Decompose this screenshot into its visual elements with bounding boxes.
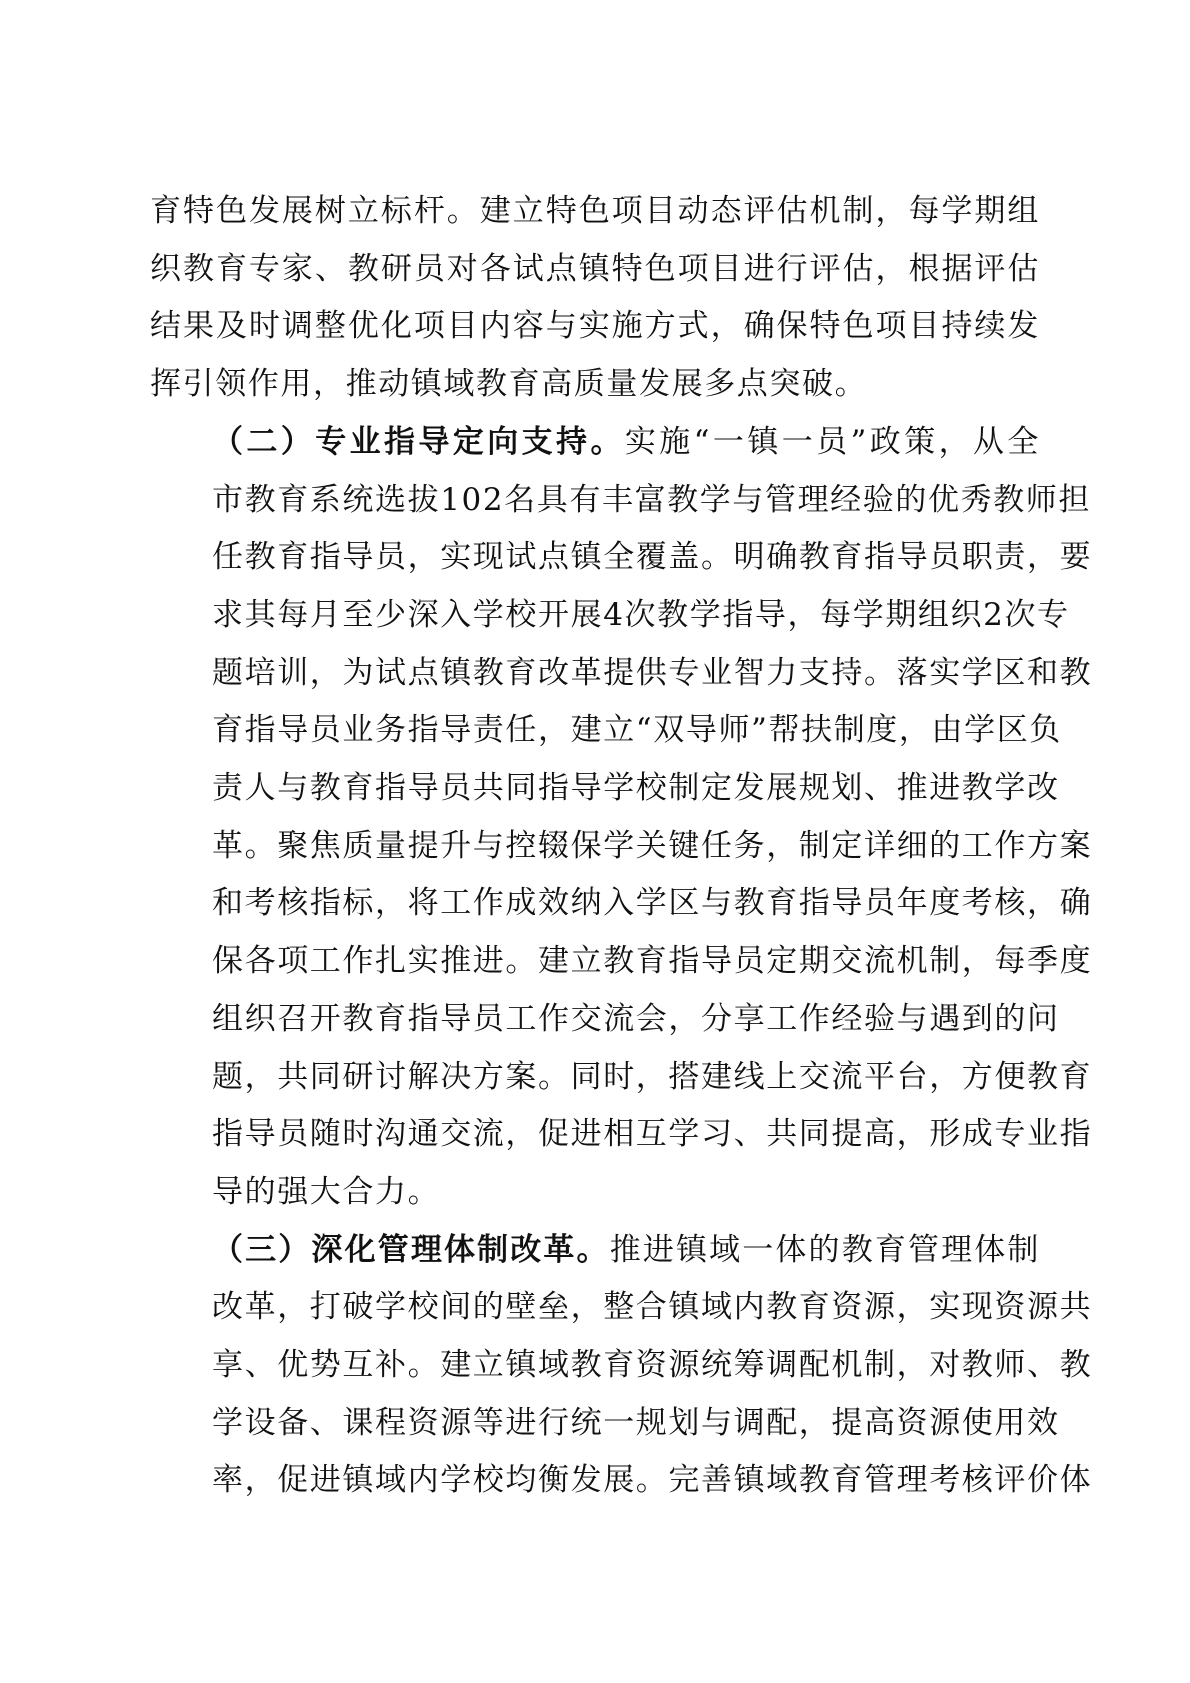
text-line: 育特色发展树立标杆。建立特色项目动态评估机制，每学期组 xyxy=(150,193,1040,229)
text-line: 享、优势互补。建立镇域教育资源统筹调配机制，对教师、教 xyxy=(212,1347,1093,1384)
text-run: 推进镇域一体的教育管理体制 xyxy=(609,1231,1040,1268)
text-line: 挥引领作用，推动镇域教育高质量发展多点突破。 xyxy=(150,366,868,403)
text-line: 和考核指标，将工作成效纳入学区与教育指导员年度考核，确 xyxy=(212,885,1093,922)
text-line xyxy=(150,414,1040,472)
text-line: 市教育系统选拔102名具有丰富教学与管理经验的优秀教师担 xyxy=(212,481,1091,518)
text-line: 责人与教育指导员共同指导学校制定发展规划、推进教学改 xyxy=(212,770,1060,807)
text-line: 任教育指导员，实现试点镇全覆盖。明确教育指导员职责，要 xyxy=(212,539,1093,576)
text-run: 实施“一镇一员”政策，从全 xyxy=(624,423,1041,460)
text-line: 率，促进镇域内学校均衡发展。完善镇域教育管理考核评价体 xyxy=(212,1462,1093,1499)
section-heading-2: （二）专业指导定向支持。 xyxy=(212,423,625,460)
paragraph-1 xyxy=(150,183,1040,414)
text-line: 织教育专家、教研员对各试点镇特色项目进行评估，根据评估 xyxy=(150,250,1040,287)
text-line: 题，共同研讨解决方案。同时，搭建线上交流平台，方便教育 xyxy=(212,1058,1093,1095)
text-line: 题培训，为试点镇教育改革提供专业智力支持。落实学区和教 xyxy=(212,654,1093,691)
document-page xyxy=(150,183,1093,1510)
section-heading-3: （三）深化管理体制改革。 xyxy=(212,1231,610,1268)
text-line: 改革，打破学校间的壁垒，整合镇域内教育资源，实现资源共 xyxy=(212,1289,1093,1326)
text-line: 指导员随时沟通交流，促进相互学习、共同提高，形成专业指 xyxy=(212,1116,1093,1153)
text-line: 组织召开教育指导员工作交流会，分享工作经验与遇到的问 xyxy=(212,1000,1060,1037)
text-line: 求其每月至少深入学校开展4次教学指导，每学期组织2次专 xyxy=(212,596,1070,633)
text-line: 学设备、课程资源等进行统一规划与调配，提高资源使用效 xyxy=(212,1404,1060,1441)
text-line: 革。聚焦质量提升与控辍保学关键任务，制定详细的工作方案 xyxy=(212,827,1093,864)
paragraph-2 xyxy=(150,414,1093,1222)
text-line: 导的强大合力。 xyxy=(212,1173,441,1210)
text-line: 育指导员业务指导责任，建立“双导师”帮扶制度，由学区负 xyxy=(212,712,1062,749)
text-line: 结果及时调整优化项目内容与实施方式，确保特色项目持续发 xyxy=(150,308,1040,345)
paragraph-3 xyxy=(150,1222,1093,1511)
text-line: 保各项工作扎实推进。建立教育指导员定期交流机制，每季度 xyxy=(212,943,1093,980)
text-line xyxy=(150,1222,1040,1280)
